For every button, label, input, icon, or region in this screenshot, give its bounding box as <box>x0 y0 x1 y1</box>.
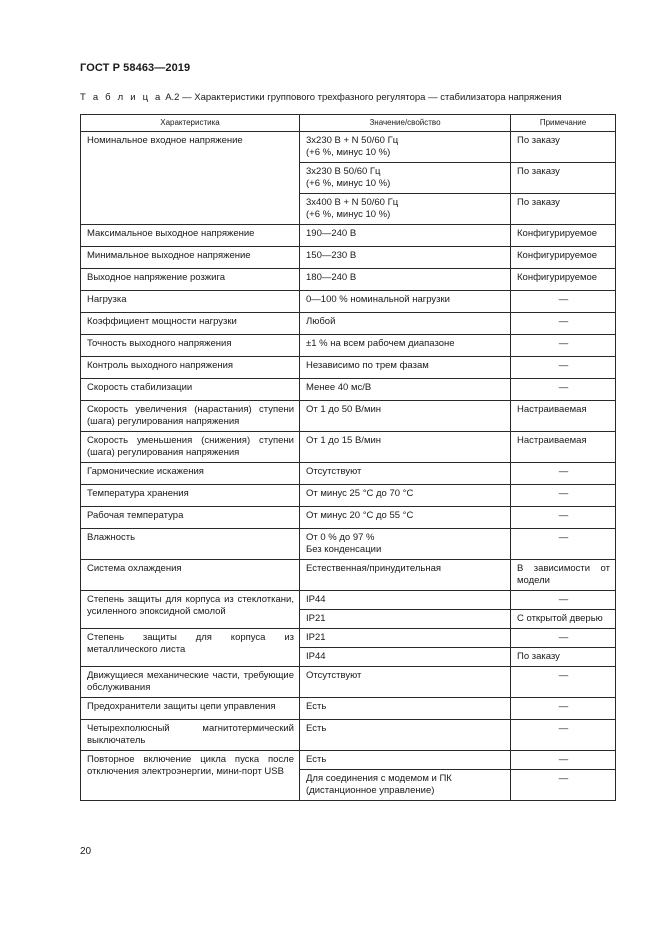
cell-characteristic: Номинальное входное напряжение <box>81 132 300 225</box>
cell-note: — <box>511 379 616 401</box>
cell-value: От 1 до 15 В/мин <box>300 432 511 463</box>
cell-note: — <box>511 751 616 770</box>
cell-value: Независимо по трем фазам <box>300 357 511 379</box>
cell-characteristic: Повторное включение цикла пуска после отключения электроэнергии, мини-порт USB <box>81 751 300 801</box>
cell-characteristic: Четырехполюсный магнитотермический выключатель <box>81 720 300 751</box>
cell-characteristic: Максимальное выходное напряжение <box>81 225 300 247</box>
cell-note: По заказу <box>511 163 616 194</box>
cell-value: От минус 25 °С до 70 °С <box>300 485 511 507</box>
cell-characteristic: Контроль выходного напряжения <box>81 357 300 379</box>
cell-characteristic: Влажность <box>81 529 300 560</box>
cell-characteristic: Предохранители защиты цепи управления <box>81 698 300 720</box>
cell-value: 3х230 В 50/60 Гц (+6 %, минус 10 %) <box>300 163 511 194</box>
cell-note: — <box>511 591 616 610</box>
cell-note: — <box>511 667 616 698</box>
cell-value: Есть <box>300 751 511 770</box>
table-row <box>81 667 616 698</box>
page-number: 20 <box>80 846 92 857</box>
table-row <box>81 225 616 247</box>
table-row <box>81 357 616 379</box>
cell-characteristic: Выходное напряжение розжига <box>81 269 300 291</box>
table-row <box>81 507 616 529</box>
cell-note: — <box>511 770 616 801</box>
cell-value: Есть <box>300 698 511 720</box>
cell-value: 190—240 В <box>300 225 511 247</box>
cell-note: По заказу <box>511 194 616 225</box>
cell-note: — <box>511 629 616 648</box>
table-row <box>81 132 616 163</box>
cell-value: Любой <box>300 313 511 335</box>
cell-value: IP44 <box>300 648 511 667</box>
table-row <box>81 291 616 313</box>
table-header-row <box>81 115 616 132</box>
cell-value: 3х400 В + N 50/60 Гц (+6 %, минус 10 %) <box>300 194 511 225</box>
cell-value: 0—100 % номинальной нагрузки <box>300 291 511 313</box>
cell-note: — <box>511 529 616 560</box>
cell-characteristic: Точность выходного напряжения <box>81 335 300 357</box>
table-row <box>81 247 616 269</box>
cell-note: — <box>511 291 616 313</box>
table-row <box>81 269 616 291</box>
cell-characteristic: Температура хранения <box>81 485 300 507</box>
cell-value: Отсутствуют <box>300 667 511 698</box>
cell-characteristic: Степень защиты для корпуса из стеклоткани, усиленного эпоксидной смолой <box>81 591 300 629</box>
cell-note: — <box>511 720 616 751</box>
cell-characteristic: Скорость стабилизации <box>81 379 300 401</box>
table-caption-number: А.2 <box>165 92 180 103</box>
table-row <box>81 432 616 463</box>
table-row <box>81 463 616 485</box>
document-standard-header: ГОСТ Р 58463—2019 <box>80 62 191 74</box>
table-caption-text: — Характеристики группового трехфазного регулятора — стабилизатора напряжения <box>182 92 562 103</box>
cell-value: От минус 20 °С до 55 °С <box>300 507 511 529</box>
column-header-characteristic: Характеристика <box>81 115 300 132</box>
cell-value: Есть <box>300 720 511 751</box>
cell-note: С открытой дверью <box>511 610 616 629</box>
cell-note: — <box>511 313 616 335</box>
table-caption-label: Т а б л и ц а <box>80 92 163 103</box>
cell-characteristic: Рабочая температура <box>81 507 300 529</box>
table-row <box>81 698 616 720</box>
cell-note: — <box>511 507 616 529</box>
cell-characteristic: Система охлаждения <box>81 560 300 591</box>
table-row <box>81 720 616 751</box>
cell-note: Конфигурируемое <box>511 225 616 247</box>
cell-value: Менее 40 мс/В <box>300 379 511 401</box>
cell-value: От 0 % до 97 % Без конденсации <box>300 529 511 560</box>
cell-value: Для соединения с модемом и ПК (дистанционное управление) <box>300 770 511 801</box>
table-caption <box>80 92 600 103</box>
cell-note: Настраиваемая <box>511 401 616 432</box>
cell-note: — <box>511 357 616 379</box>
cell-value: Естественная/принудительная <box>300 560 511 591</box>
cell-value: Отсутствуют <box>300 463 511 485</box>
cell-characteristic: Движущиеся механические части, требующие обслуживания <box>81 667 300 698</box>
table-row <box>81 629 616 648</box>
cell-note: — <box>511 463 616 485</box>
cell-note: Настраиваемая <box>511 432 616 463</box>
cell-value: 3х230 В + N 50/60 Гц (+6 %, минус 10 %) <box>300 132 511 163</box>
cell-note: — <box>511 335 616 357</box>
table-row <box>81 751 616 770</box>
table-row <box>81 379 616 401</box>
cell-value: IP44 <box>300 591 511 610</box>
table-row <box>81 591 616 610</box>
cell-characteristic: Степень защиты для корпуса из металлического листа <box>81 629 300 667</box>
cell-characteristic: Гармонические искажения <box>81 463 300 485</box>
cell-value: 180—240 В <box>300 269 511 291</box>
specifications-table <box>80 114 616 801</box>
table-row <box>81 401 616 432</box>
table-row <box>81 485 616 507</box>
cell-value: IP21 <box>300 610 511 629</box>
cell-characteristic: Минимальное выходное напряжение <box>81 247 300 269</box>
cell-characteristic: Коэффициент мощности нагрузки <box>81 313 300 335</box>
table-row <box>81 529 616 560</box>
cell-note: По заказу <box>511 648 616 667</box>
cell-note: Конфигурируемое <box>511 247 616 269</box>
cell-characteristic: Нагрузка <box>81 291 300 313</box>
cell-value: От 1 до 50 В/мин <box>300 401 511 432</box>
cell-note: — <box>511 485 616 507</box>
cell-value: 150—230 В <box>300 247 511 269</box>
cell-characteristic: Скорость увеличения (нарастания) ступени (шага) регулирования напряжения <box>81 401 300 432</box>
cell-note: Конфигурируемое <box>511 269 616 291</box>
cell-characteristic: Скорость уменьшения (снижения) ступени (шага) регулирования напряжения <box>81 432 300 463</box>
table-row <box>81 313 616 335</box>
cell-note: — <box>511 698 616 720</box>
table-row <box>81 335 616 357</box>
table-row <box>81 560 616 591</box>
column-header-value: Значение/свойство <box>300 115 511 132</box>
cell-value: ±1 % на всем рабочем диапазоне <box>300 335 511 357</box>
cell-note: В зависимости от модели <box>511 560 616 591</box>
cell-note: По заказу <box>511 132 616 163</box>
cell-value: IP21 <box>300 629 511 648</box>
column-header-note: Примечание <box>511 115 616 132</box>
